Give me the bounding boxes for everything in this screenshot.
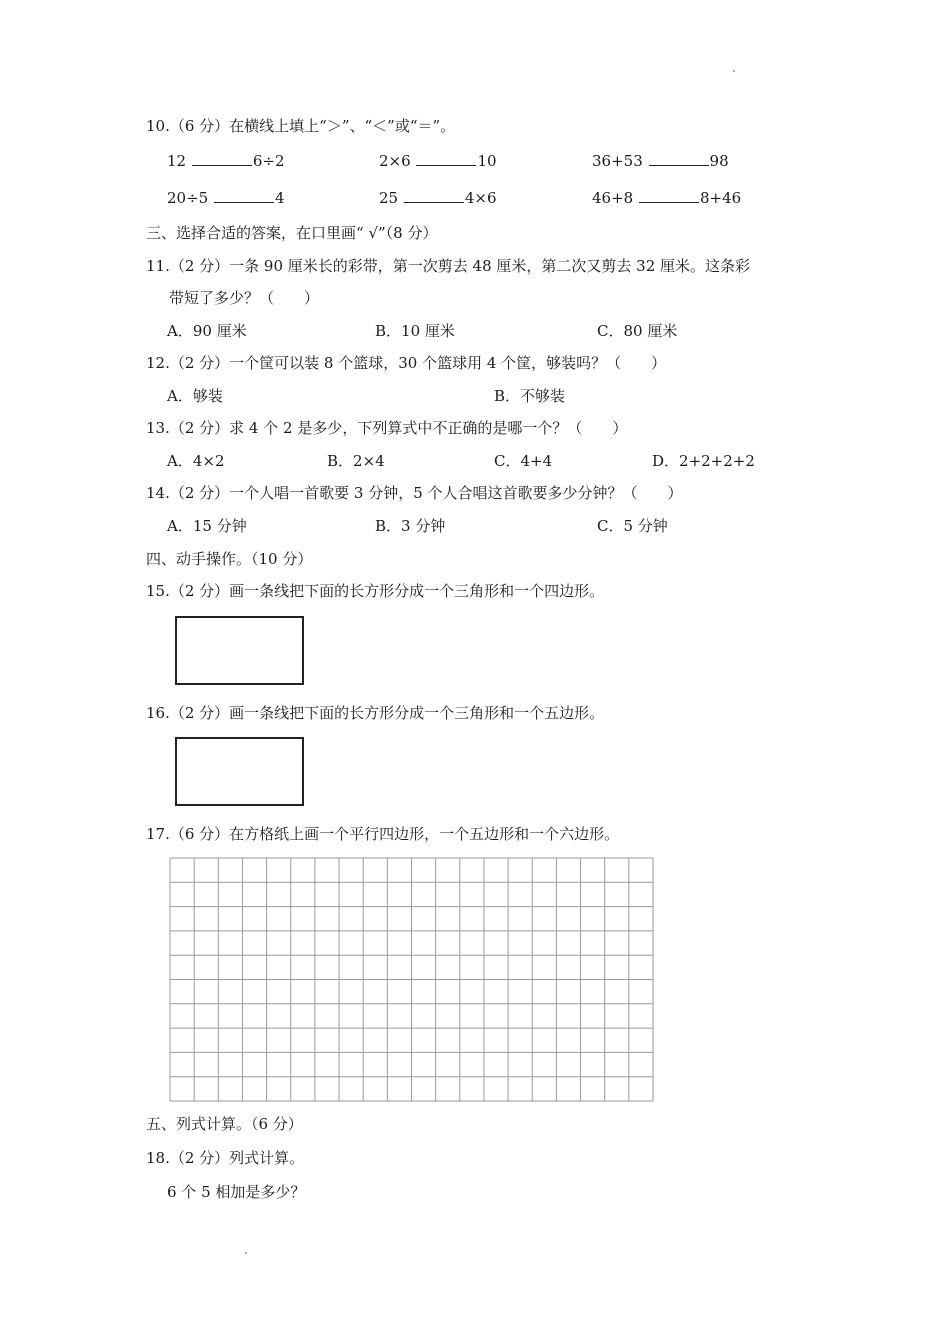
q12-text: 12.（2 分）一个筐可以装 8 个篮球，30 个篮球用 4 个筐，够装吗？（ ）	[146, 354, 667, 372]
compare-right: 4×6	[464, 189, 497, 207]
q15-text: 15.（2 分）画一条线把下面的长方形分成一个三角形和一个四边形。	[146, 582, 605, 600]
compare-item	[592, 151, 729, 171]
compare-left: 20÷5	[167, 189, 209, 207]
q18-text: 18.（2 分）列式计算。	[146, 1149, 305, 1167]
compare-left: 2×6	[379, 152, 411, 170]
option-c[interactable]: C．80 厘米	[597, 322, 678, 340]
answer-blank[interactable]	[214, 188, 274, 203]
rectangle-figure[interactable]	[175, 616, 304, 685]
grid-paper[interactable]	[169, 857, 654, 1102]
option-a[interactable]: A．4×2	[167, 452, 225, 470]
option-b[interactable]: B．10 厘米	[375, 322, 455, 340]
compare-right: 4	[274, 189, 285, 207]
q11-text: 11.（2 分）一条 90 厘米长的彩带，第一次剪去 48 厘米，第二次又剪去 32 厘米。这条彩	[146, 257, 751, 275]
answer-blank[interactable]	[416, 151, 476, 166]
q13-text: 13.（2 分）求 4 个 2 是多少，下列算式中不正确的是哪一个？（ ）	[146, 419, 628, 437]
q10-title: 10.（6 分）在横线上填上“＞”、“＜”或“＝”。	[146, 117, 456, 135]
compare-item	[379, 188, 497, 208]
compare-left: 12	[167, 152, 187, 170]
rectangle-figure[interactable]	[175, 737, 304, 806]
q14-text: 14.（2 分）一个人唱一首歌要 3 分钟，5 个人合唱这首歌要多少分钟？（ ）	[146, 484, 683, 502]
q11-text-cont: 带短了多少？（ ）	[169, 289, 320, 307]
compare-left: 36+53	[592, 152, 643, 170]
compare-item	[379, 151, 497, 171]
option-b[interactable]: B．2×4	[327, 452, 385, 470]
compare-right: 98	[709, 152, 729, 170]
answer-blank[interactable]	[192, 151, 252, 166]
q16-text: 16.（2 分）画一条线把下面的长方形分成一个三角形和一个五边形。	[146, 704, 605, 722]
answer-blank[interactable]	[639, 188, 699, 203]
option-b[interactable]: B．不够装	[494, 387, 566, 405]
option-a[interactable]: A．15 分钟	[167, 517, 247, 535]
section-title: 三、选择合适的答案，在口里画“ √”（8 分）	[146, 224, 438, 242]
answer-blank[interactable]	[404, 188, 464, 203]
scan-dot	[245, 1252, 247, 1254]
answer-blank[interactable]	[649, 151, 709, 166]
section-title: 四、动手操作。（10 分）	[146, 550, 313, 568]
compare-left: 25	[379, 189, 399, 207]
compare-item	[167, 151, 285, 171]
section-title: 五、列式计算。（6 分）	[146, 1115, 303, 1133]
option-b[interactable]: B．3 分钟	[375, 517, 446, 535]
compare-right: 6÷2	[252, 152, 285, 170]
compare-right: 10	[477, 152, 497, 170]
compare-item	[592, 188, 741, 208]
q17-text: 17.（6 分）在方格纸上画一个平行四边形，一个五边形和一个六边形。	[146, 825, 620, 843]
q18-subquestion: 6 个 5 相加是多少？	[167, 1183, 306, 1201]
compare-right: 8+46	[699, 189, 742, 207]
option-c[interactable]: C．4+4	[494, 452, 553, 470]
option-d[interactable]: D．2+2+2+2	[652, 452, 755, 470]
option-a[interactable]: A．够装	[167, 387, 223, 405]
compare-left: 46+8	[592, 189, 634, 207]
option-c[interactable]: C．5 分钟	[597, 517, 668, 535]
scan-dot	[733, 70, 735, 72]
option-a[interactable]: A．90 厘米	[167, 322, 247, 340]
compare-item	[167, 188, 285, 208]
